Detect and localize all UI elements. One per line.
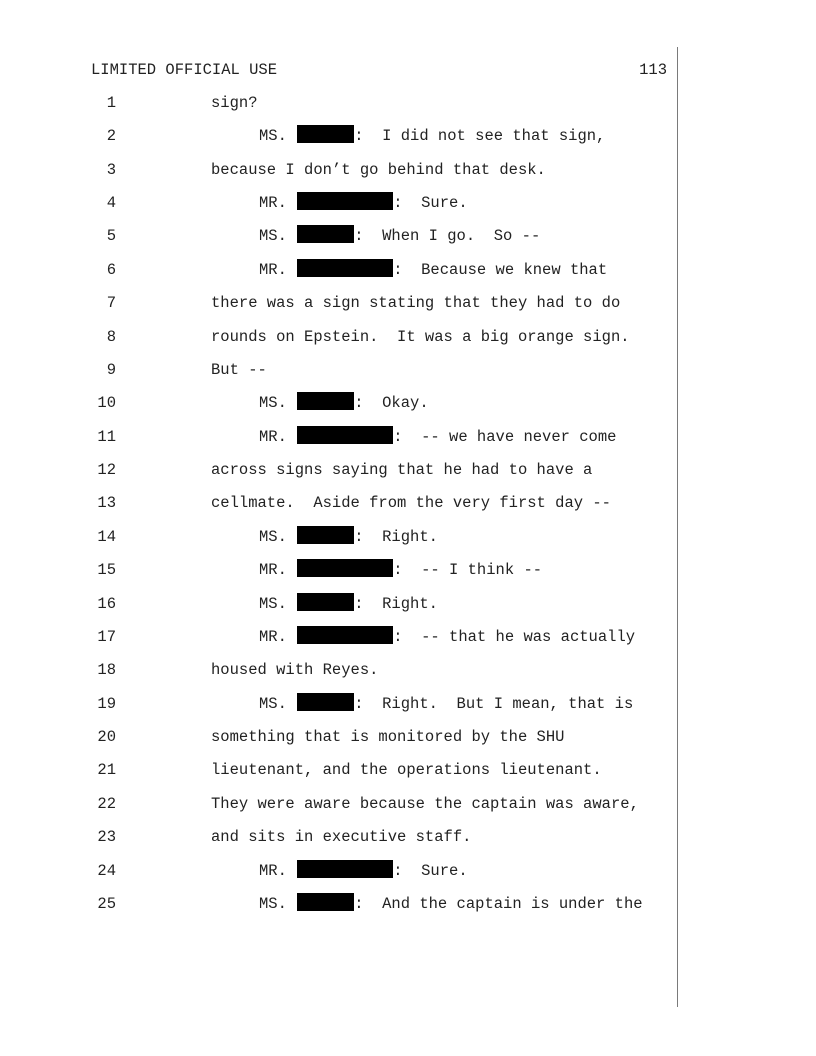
redaction-block	[297, 693, 354, 711]
line-content: : Right.	[354, 594, 438, 613]
line-number: 24	[97, 861, 116, 880]
line-number: 19	[97, 694, 116, 713]
line-number: 23	[97, 828, 116, 847]
line-number: 9	[106, 360, 116, 379]
line-content: They were aware because the captain was aware,	[211, 794, 639, 813]
redaction-block	[297, 893, 354, 911]
line-content: something that is monitored by the SHU	[211, 728, 565, 747]
right-margin-rule	[677, 47, 678, 1007]
line-content: : Right. But I mean, that is	[354, 694, 634, 713]
line-text	[259, 593, 438, 615]
redaction-block	[297, 225, 354, 243]
line-text	[259, 626, 635, 648]
redaction-block	[297, 559, 393, 577]
line-content: cellmate. Aside from the very first day --	[211, 494, 611, 513]
line-text	[211, 826, 471, 848]
line-number: 8	[106, 327, 116, 346]
line-content: : I did not see that sign,	[354, 127, 606, 146]
line-number: 20	[97, 728, 116, 747]
line-content: sign?	[211, 94, 258, 112]
line-content: : -- we have never come	[393, 427, 617, 446]
line-number: 3	[106, 160, 116, 179]
speaker-label: MS.	[259, 694, 287, 713]
line-number: 21	[97, 761, 116, 780]
line-content: and sits in executive staff.	[211, 828, 472, 847]
redaction-block	[297, 593, 354, 611]
line-text	[259, 426, 616, 448]
line-number: 25	[97, 894, 116, 913]
line-content: : Sure.	[393, 194, 468, 213]
speaker-label: MR.	[259, 194, 287, 213]
redaction-block	[297, 392, 354, 410]
line-content: : Okay.	[354, 394, 429, 413]
line-text	[211, 359, 267, 381]
line-number: 18	[97, 661, 116, 680]
line-text	[259, 559, 542, 581]
line-text	[259, 259, 607, 281]
speaker-label: MR.	[259, 627, 287, 646]
line-number: 13	[97, 494, 116, 513]
line-text	[259, 860, 468, 882]
redaction-block	[297, 626, 393, 644]
line-content: : Sure.	[393, 861, 468, 880]
line-content: across signs saying that he had to have a	[211, 461, 593, 480]
redaction-block	[297, 259, 393, 277]
speaker-label: MR.	[259, 861, 287, 880]
line-content: : -- that he was actually	[393, 627, 636, 646]
line-content: : Because we knew that	[393, 260, 608, 279]
line-number: 11	[97, 427, 116, 446]
line-number: 15	[97, 561, 116, 580]
line-content: there was a sign stating that they had to do	[211, 294, 621, 313]
line-text	[211, 159, 546, 181]
line-text	[211, 492, 611, 514]
line-text	[259, 225, 540, 247]
redaction-block	[297, 125, 354, 143]
line-number: 5	[106, 227, 116, 246]
line-content: rounds on Epstein. It was a big orange sign.	[211, 327, 630, 346]
line-text	[259, 893, 643, 915]
speaker-label: MS.	[259, 394, 287, 413]
line-text	[211, 292, 620, 314]
line-number: 22	[97, 794, 116, 813]
line-number: 1	[106, 94, 116, 112]
line-text	[211, 92, 258, 114]
speaker-label: MS.	[259, 894, 287, 913]
line-text	[211, 759, 602, 781]
redaction-block	[297, 426, 393, 444]
line-content: But --	[211, 360, 267, 379]
speaker-label: MS.	[259, 527, 287, 546]
line-text	[211, 659, 378, 681]
speaker-label: MS.	[259, 594, 287, 613]
line-number: 16	[97, 594, 116, 613]
line-text	[211, 726, 564, 748]
speaker-label: MR.	[259, 260, 287, 279]
line-number: 10	[97, 394, 116, 413]
line-number: 2	[106, 127, 116, 146]
speaker-label: MR.	[259, 561, 287, 580]
classification-header: LIMITED OFFICIAL USE	[91, 61, 278, 79]
line-text	[259, 392, 429, 414]
line-text	[211, 459, 592, 481]
line-text	[259, 526, 438, 548]
redaction-block	[297, 860, 393, 878]
speaker-label: MS.	[259, 127, 287, 146]
speaker-label: MR.	[259, 427, 287, 446]
line-text	[211, 326, 630, 348]
line-text	[259, 192, 468, 214]
line-number: 12	[97, 461, 116, 480]
line-content: lieutenant, and the operations lieutenant.	[211, 761, 602, 780]
line-number: 14	[97, 527, 116, 546]
line-number: 17	[97, 627, 116, 646]
line-content: : -- I think --	[393, 561, 543, 580]
speaker-label: MS.	[259, 227, 287, 246]
line-content: : When I go. So --	[354, 227, 541, 246]
redaction-block	[297, 526, 354, 544]
line-number: 7	[106, 294, 116, 313]
page-number: 113	[639, 61, 667, 79]
line-content: : Right.	[354, 527, 438, 546]
line-number: 6	[106, 260, 116, 279]
line-number: 4	[106, 194, 116, 213]
line-text	[211, 793, 639, 815]
line-text	[259, 125, 605, 147]
line-content: housed with Reyes.	[211, 661, 379, 680]
redaction-block	[297, 192, 393, 210]
line-content: : And the captain is under the	[354, 894, 643, 913]
line-content: because I don’t go behind that desk.	[211, 160, 546, 179]
line-text	[259, 693, 633, 715]
